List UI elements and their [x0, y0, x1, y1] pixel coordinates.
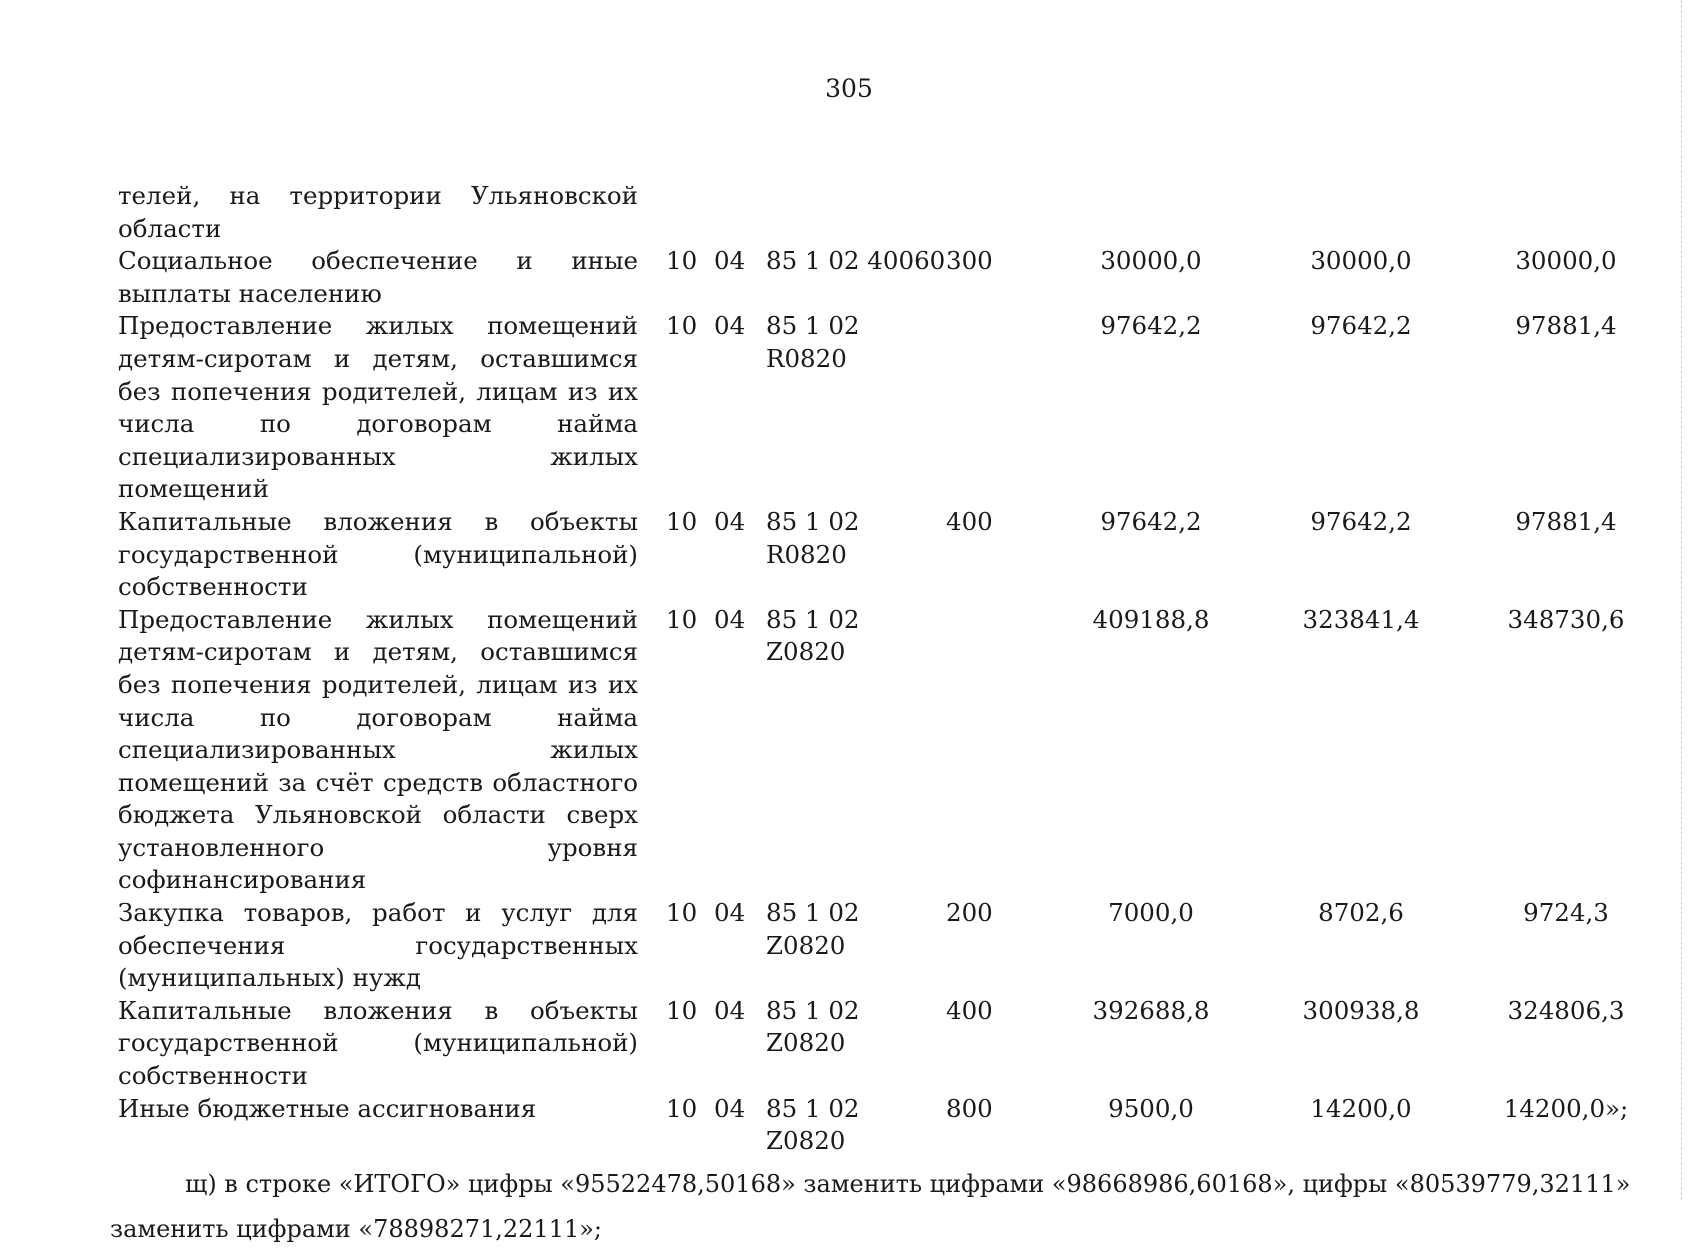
- cell-vr: 800: [946, 1093, 993, 1123]
- cell-pr: 04: [714, 898, 746, 928]
- cell-csr: 85 1 02 Z0820: [766, 995, 860, 1058]
- cell-vr: 300: [946, 246, 993, 276]
- cell-vr: 200: [946, 898, 993, 928]
- cell-name: Предоставление жилых помещений детям-сиротам и детям, оставшимся без попечения родителей, лицам из их числа по договорам найма специализированных жилых помещений за счёт средств областного бюджета Ульяновской области сверх установленного уровня софинансирования: [118, 604, 638, 895]
- table-body: [118, 180, 1666, 1158]
- cell-name: Иные бюджетные ассигнования: [118, 1093, 537, 1123]
- cell-y1: [1046, 180, 1256, 245]
- cell-pr: [714, 180, 766, 245]
- cell-y1: 30000,0: [1100, 246, 1202, 276]
- cell-vr: 400: [946, 506, 993, 536]
- table-row: [118, 245, 1666, 310]
- table-row: [118, 897, 1666, 995]
- cell-name: телей, на территории Ульяновской области: [118, 181, 638, 243]
- cell-y3: 97881,4: [1515, 506, 1617, 536]
- cell-vr: 400: [946, 995, 993, 1025]
- table-row: [118, 310, 1666, 506]
- cell-rz: 10: [666, 506, 698, 536]
- cell-pr: 04: [714, 506, 746, 536]
- cell-name: Капитальные вложения в объекты государственной (муниципальной) собственности: [118, 506, 638, 602]
- cell-pr: 04: [714, 995, 746, 1025]
- cell-y2: 323841,4: [1302, 604, 1420, 634]
- table-row: [118, 1093, 1666, 1158]
- cell-y1: 9500,0: [1108, 1093, 1194, 1123]
- cell-csr: 85 1 02 40060: [766, 246, 946, 276]
- cell-y2: [1256, 180, 1466, 245]
- cell-y1: 7000,0: [1108, 898, 1194, 928]
- cell-csr: [766, 180, 946, 245]
- cell-csr: 85 1 02 R0820: [766, 311, 860, 373]
- cell-rz: 10: [666, 311, 698, 341]
- cell-pr: 04: [714, 311, 746, 341]
- cell-rz: 10: [666, 246, 698, 276]
- budget-table: [118, 180, 1666, 1158]
- table-row: [118, 604, 1666, 897]
- page-edge-line: [1680, 0, 1682, 1200]
- cell-y3: 30000,0: [1515, 246, 1617, 276]
- cell-y2: 8702,6: [1318, 898, 1404, 928]
- cell-name: Капитальные вложения в объекты государственной (муниципальной) собственности: [118, 995, 638, 1091]
- cell-y1: 97642,2: [1100, 311, 1202, 341]
- cell-y2: 300938,8: [1302, 995, 1420, 1025]
- cell-rz: 10: [666, 1093, 698, 1123]
- cell-y2: 14200,0: [1310, 1093, 1412, 1123]
- cell-y1: 97642,2: [1100, 506, 1202, 536]
- cell-csr: 85 1 02 Z0820: [766, 898, 860, 960]
- cell-pr: 04: [714, 604, 746, 634]
- cell-name: Социальное обеспечение и иные выплаты населению: [118, 246, 638, 308]
- cell-y2: 97642,2: [1310, 311, 1412, 341]
- cell-y3: 348730,6: [1507, 604, 1625, 634]
- table-row: [118, 995, 1666, 1093]
- cell-pr: 04: [714, 1093, 746, 1123]
- cell-vr: [946, 180, 1046, 245]
- cell-y3: 14200,0»;: [1503, 1093, 1629, 1123]
- cell-csr: 85 1 02 Z0820: [766, 1093, 860, 1156]
- cell-vr: [946, 604, 1046, 897]
- cell-y3: 97881,4: [1515, 311, 1617, 341]
- cell-y3: 324806,3: [1507, 995, 1625, 1025]
- cell-y2: 30000,0: [1310, 246, 1412, 276]
- table-row: [118, 506, 1666, 604]
- cell-vr: [946, 310, 1046, 506]
- cell-csr: 85 1 02 R0820: [766, 506, 860, 569]
- amendment-line-2: заменить цифрами «78898271,22111»;: [110, 1215, 602, 1243]
- cell-y1: 392688,8: [1092, 995, 1210, 1025]
- cell-csr: 85 1 02 Z0820: [766, 604, 860, 667]
- cell-rz: 10: [666, 995, 698, 1025]
- cell-y2: 97642,2: [1310, 506, 1412, 536]
- cell-y3: 9724,3: [1523, 898, 1609, 928]
- cell-y1: 409188,8: [1092, 604, 1210, 634]
- amendment-paragraph: [110, 1162, 1631, 1252]
- cell-name: Закупка товаров, работ и услуг для обеспечения государственных (муниципальных) нужд: [118, 898, 638, 993]
- cell-rz: 10: [666, 604, 698, 634]
- cell-pr: 04: [714, 246, 746, 276]
- table-row: [118, 180, 1666, 245]
- cell-name: Предоставление жилых помещений детям-сиротам и детям, оставшимся без попечения родителей, лицам из их числа по договорам найма специализированных жилых помещений: [118, 311, 638, 504]
- amendment-line-1: щ) в строке «ИТОГО» цифры «95522478,50168» заменить цифрами «98668986,60168», цифры «80539779,32111»: [185, 1170, 1631, 1198]
- cell-rz: [638, 180, 714, 245]
- page-number: 305: [825, 74, 873, 103]
- cell-rz: 10: [666, 898, 698, 928]
- cell-y3: [1466, 180, 1666, 245]
